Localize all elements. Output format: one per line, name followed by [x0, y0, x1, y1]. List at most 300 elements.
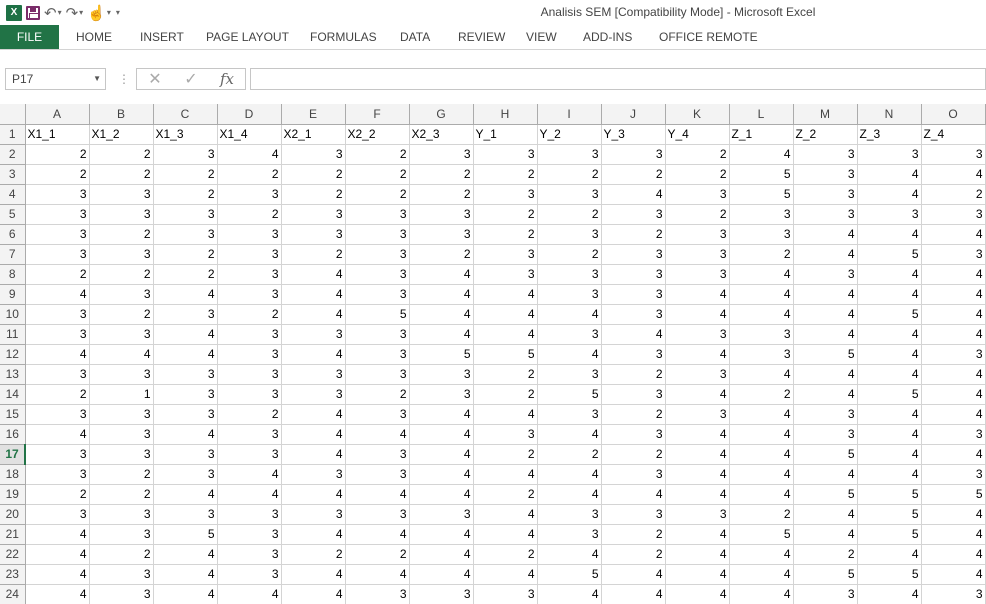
cell-g6[interactable]: 3 [409, 224, 473, 244]
cell-l11[interactable]: 3 [729, 324, 793, 344]
cell-c8[interactable]: 2 [153, 264, 217, 284]
cell-f17[interactable]: 3 [345, 444, 409, 464]
cell-n7[interactable]: 5 [857, 244, 921, 264]
cell-m24[interactable]: 3 [793, 584, 857, 604]
row-header-10[interactable]: 10 [0, 304, 25, 324]
cell-j22[interactable]: 2 [601, 544, 665, 564]
cell-h13[interactable]: 2 [473, 364, 537, 384]
cell-i9[interactable]: 3 [537, 284, 601, 304]
cell-l24[interactable]: 4 [729, 584, 793, 604]
cell-h21[interactable]: 4 [473, 524, 537, 544]
cell-f5[interactable]: 3 [345, 204, 409, 224]
cell-i20[interactable]: 3 [537, 504, 601, 524]
cell-f14[interactable]: 2 [345, 384, 409, 404]
cell-l3[interactable]: 5 [729, 164, 793, 184]
tab-view[interactable]: VIEW [526, 30, 557, 44]
cell-a5[interactable]: 3 [25, 204, 89, 224]
row-header-8[interactable]: 8 [0, 264, 25, 284]
cell-o17[interactable]: 4 [921, 444, 985, 464]
cell-f18[interactable]: 3 [345, 464, 409, 484]
cell-g5[interactable]: 3 [409, 204, 473, 224]
cell-j2[interactable]: 3 [601, 144, 665, 164]
cell-b22[interactable]: 2 [89, 544, 153, 564]
cell-h8[interactable]: 3 [473, 264, 537, 284]
cell-m9[interactable]: 4 [793, 284, 857, 304]
cell-j8[interactable]: 3 [601, 264, 665, 284]
cell-f9[interactable]: 3 [345, 284, 409, 304]
cell-h18[interactable]: 4 [473, 464, 537, 484]
row-header-6[interactable]: 6 [0, 224, 25, 244]
cell-b1[interactable]: X1_2 [89, 124, 153, 144]
cell-b17[interactable]: 3 [89, 444, 153, 464]
cell-n24[interactable]: 4 [857, 584, 921, 604]
row-header-22[interactable]: 22 [0, 544, 25, 564]
cell-o24[interactable]: 3 [921, 584, 985, 604]
cell-k12[interactable]: 4 [665, 344, 729, 364]
cell-k21[interactable]: 4 [665, 524, 729, 544]
cell-m19[interactable]: 5 [793, 484, 857, 504]
cell-c21[interactable]: 5 [153, 524, 217, 544]
cell-b8[interactable]: 2 [89, 264, 153, 284]
cell-l8[interactable]: 4 [729, 264, 793, 284]
cell-j11[interactable]: 4 [601, 324, 665, 344]
cell-c9[interactable]: 4 [153, 284, 217, 304]
cell-b5[interactable]: 3 [89, 204, 153, 224]
cell-d4[interactable]: 3 [217, 184, 281, 204]
cell-m14[interactable]: 4 [793, 384, 857, 404]
cell-l10[interactable]: 4 [729, 304, 793, 324]
cell-j13[interactable]: 2 [601, 364, 665, 384]
cell-d21[interactable]: 3 [217, 524, 281, 544]
cell-f7[interactable]: 3 [345, 244, 409, 264]
cell-d9[interactable]: 3 [217, 284, 281, 304]
cell-o10[interactable]: 4 [921, 304, 985, 324]
cell-g2[interactable]: 3 [409, 144, 473, 164]
column-header-j[interactable]: J [601, 104, 665, 124]
cell-b19[interactable]: 2 [89, 484, 153, 504]
cell-h11[interactable]: 4 [473, 324, 537, 344]
cell-c12[interactable]: 4 [153, 344, 217, 364]
cell-d13[interactable]: 3 [217, 364, 281, 384]
row-header-12[interactable]: 12 [0, 344, 25, 364]
cell-i10[interactable]: 4 [537, 304, 601, 324]
cell-n17[interactable]: 4 [857, 444, 921, 464]
cell-e9[interactable]: 4 [281, 284, 345, 304]
cell-e6[interactable]: 3 [281, 224, 345, 244]
cell-h5[interactable]: 2 [473, 204, 537, 224]
cell-g9[interactable]: 4 [409, 284, 473, 304]
cell-d12[interactable]: 3 [217, 344, 281, 364]
cell-l22[interactable]: 4 [729, 544, 793, 564]
row-header-11[interactable]: 11 [0, 324, 25, 344]
cell-k17[interactable]: 4 [665, 444, 729, 464]
row-header-4[interactable]: 4 [0, 184, 25, 204]
column-header-d[interactable]: D [217, 104, 281, 124]
cell-e5[interactable]: 3 [281, 204, 345, 224]
cell-o21[interactable]: 4 [921, 524, 985, 544]
row-header-19[interactable]: 19 [0, 484, 25, 504]
row-header-9[interactable]: 9 [0, 284, 25, 304]
cell-f8[interactable]: 3 [345, 264, 409, 284]
cell-c11[interactable]: 4 [153, 324, 217, 344]
cell-n12[interactable]: 4 [857, 344, 921, 364]
row-header-14[interactable]: 14 [0, 384, 25, 404]
cell-n6[interactable]: 4 [857, 224, 921, 244]
cell-n10[interactable]: 5 [857, 304, 921, 324]
row-header-20[interactable]: 20 [0, 504, 25, 524]
tab-review[interactable]: REVIEW [458, 30, 506, 44]
select-all-corner[interactable] [0, 104, 25, 124]
cell-l19[interactable]: 4 [729, 484, 793, 504]
cell-o18[interactable]: 3 [921, 464, 985, 484]
cell-k8[interactable]: 3 [665, 264, 729, 284]
cell-l17[interactable]: 4 [729, 444, 793, 464]
cell-o3[interactable]: 4 [921, 164, 985, 184]
cell-f21[interactable]: 4 [345, 524, 409, 544]
cell-c24[interactable]: 4 [153, 584, 217, 604]
cell-c13[interactable]: 3 [153, 364, 217, 384]
cell-d17[interactable]: 3 [217, 444, 281, 464]
cell-g8[interactable]: 4 [409, 264, 473, 284]
name-box[interactable] [5, 68, 106, 90]
cell-k2[interactable]: 2 [665, 144, 729, 164]
cell-h22[interactable]: 2 [473, 544, 537, 564]
cell-a7[interactable]: 3 [25, 244, 89, 264]
chevron-down-icon[interactable]: ▼ [93, 74, 101, 83]
enter-icon[interactable]: ✓ [184, 71, 198, 88]
column-header-n[interactable]: N [857, 104, 921, 124]
cell-m23[interactable]: 5 [793, 564, 857, 584]
cell-g18[interactable]: 4 [409, 464, 473, 484]
cell-l1[interactable]: Z_1 [729, 124, 793, 144]
cell-d3[interactable]: 2 [217, 164, 281, 184]
tab-page-layout[interactable]: PAGE LAYOUT [206, 30, 289, 44]
cell-c17[interactable]: 3 [153, 444, 217, 464]
tab-office-remote[interactable]: OFFICE REMOTE [659, 30, 758, 44]
cell-l20[interactable]: 2 [729, 504, 793, 524]
cell-k20[interactable]: 3 [665, 504, 729, 524]
cell-h19[interactable]: 2 [473, 484, 537, 504]
cell-g19[interactable]: 4 [409, 484, 473, 504]
cell-h9[interactable]: 4 [473, 284, 537, 304]
cell-m11[interactable]: 4 [793, 324, 857, 344]
cell-m4[interactable]: 3 [793, 184, 857, 204]
cell-e14[interactable]: 3 [281, 384, 345, 404]
cell-n4[interactable]: 4 [857, 184, 921, 204]
cell-a14[interactable]: 2 [25, 384, 89, 404]
cell-k13[interactable]: 3 [665, 364, 729, 384]
tab-data[interactable]: DATA [400, 30, 431, 44]
cell-c16[interactable]: 4 [153, 424, 217, 444]
column-header-i[interactable]: I [537, 104, 601, 124]
cell-f24[interactable]: 3 [345, 584, 409, 604]
cell-a21[interactable]: 4 [25, 524, 89, 544]
column-header-a[interactable]: A [25, 104, 89, 124]
cell-e16[interactable]: 4 [281, 424, 345, 444]
cell-m21[interactable]: 4 [793, 524, 857, 544]
cell-g12[interactable]: 5 [409, 344, 473, 364]
cell-n1[interactable]: Z_3 [857, 124, 921, 144]
cell-a6[interactable]: 3 [25, 224, 89, 244]
cell-g22[interactable]: 4 [409, 544, 473, 564]
cell-h17[interactable]: 2 [473, 444, 537, 464]
cell-k10[interactable]: 4 [665, 304, 729, 324]
cell-o22[interactable]: 4 [921, 544, 985, 564]
row-header-17[interactable]: 17 [0, 444, 25, 464]
cell-i23[interactable]: 5 [537, 564, 601, 584]
cell-e1[interactable]: X2_1 [281, 124, 345, 144]
cell-k11[interactable]: 3 [665, 324, 729, 344]
cell-e20[interactable]: 3 [281, 504, 345, 524]
cell-e8[interactable]: 4 [281, 264, 345, 284]
cell-h4[interactable]: 3 [473, 184, 537, 204]
cell-l18[interactable]: 4 [729, 464, 793, 484]
cell-j18[interactable]: 3 [601, 464, 665, 484]
cell-j20[interactable]: 3 [601, 504, 665, 524]
cell-d7[interactable]: 3 [217, 244, 281, 264]
cell-b11[interactable]: 3 [89, 324, 153, 344]
cell-d6[interactable]: 3 [217, 224, 281, 244]
cell-k4[interactable]: 3 [665, 184, 729, 204]
cell-g16[interactable]: 4 [409, 424, 473, 444]
cell-k9[interactable]: 4 [665, 284, 729, 304]
cell-d16[interactable]: 3 [217, 424, 281, 444]
cell-h2[interactable]: 3 [473, 144, 537, 164]
row-header-15[interactable]: 15 [0, 404, 25, 424]
cell-b23[interactable]: 3 [89, 564, 153, 584]
cell-i7[interactable]: 2 [537, 244, 601, 264]
cell-m20[interactable]: 4 [793, 504, 857, 524]
cell-a11[interactable]: 3 [25, 324, 89, 344]
cell-j6[interactable]: 2 [601, 224, 665, 244]
cell-a20[interactable]: 3 [25, 504, 89, 524]
cell-n11[interactable]: 4 [857, 324, 921, 344]
cell-e7[interactable]: 2 [281, 244, 345, 264]
row-header-23[interactable]: 23 [0, 564, 25, 584]
tab-insert[interactable]: INSERT [140, 30, 184, 44]
cell-g14[interactable]: 3 [409, 384, 473, 404]
formula-bar-grip-icon[interactable]: ⋮ [118, 72, 130, 86]
cell-o15[interactable]: 4 [921, 404, 985, 424]
cell-e13[interactable]: 3 [281, 364, 345, 384]
cell-j16[interactable]: 3 [601, 424, 665, 444]
cell-a12[interactable]: 4 [25, 344, 89, 364]
cell-h20[interactable]: 4 [473, 504, 537, 524]
cell-f23[interactable]: 4 [345, 564, 409, 584]
cell-o19[interactable]: 5 [921, 484, 985, 504]
column-header-c[interactable]: C [153, 104, 217, 124]
cell-a10[interactable]: 3 [25, 304, 89, 324]
cell-n20[interactable]: 5 [857, 504, 921, 524]
cell-e15[interactable]: 4 [281, 404, 345, 424]
cell-d18[interactable]: 4 [217, 464, 281, 484]
cell-o13[interactable]: 4 [921, 364, 985, 384]
cell-h24[interactable]: 3 [473, 584, 537, 604]
cell-e3[interactable]: 2 [281, 164, 345, 184]
cell-m10[interactable]: 4 [793, 304, 857, 324]
cell-j4[interactable]: 4 [601, 184, 665, 204]
cell-m2[interactable]: 3 [793, 144, 857, 164]
cell-j9[interactable]: 3 [601, 284, 665, 304]
cell-i3[interactable]: 2 [537, 164, 601, 184]
cell-j17[interactable]: 2 [601, 444, 665, 464]
column-header-m[interactable]: M [793, 104, 857, 124]
cell-f16[interactable]: 4 [345, 424, 409, 444]
formula-input[interactable] [250, 68, 986, 90]
cell-b3[interactable]: 2 [89, 164, 153, 184]
cell-i8[interactable]: 3 [537, 264, 601, 284]
cell-f2[interactable]: 2 [345, 144, 409, 164]
cell-k6[interactable]: 3 [665, 224, 729, 244]
cell-b21[interactable]: 3 [89, 524, 153, 544]
cell-d24[interactable]: 4 [217, 584, 281, 604]
cell-l23[interactable]: 4 [729, 564, 793, 584]
cell-n23[interactable]: 5 [857, 564, 921, 584]
cell-l6[interactable]: 3 [729, 224, 793, 244]
cell-k15[interactable]: 3 [665, 404, 729, 424]
cell-c2[interactable]: 3 [153, 144, 217, 164]
cell-i11[interactable]: 3 [537, 324, 601, 344]
cell-j10[interactable]: 3 [601, 304, 665, 324]
cell-a8[interactable]: 2 [25, 264, 89, 284]
cell-b16[interactable]: 3 [89, 424, 153, 444]
cell-c22[interactable]: 4 [153, 544, 217, 564]
cell-n13[interactable]: 4 [857, 364, 921, 384]
column-header-b[interactable]: B [89, 104, 153, 124]
cell-c19[interactable]: 4 [153, 484, 217, 504]
cell-d14[interactable]: 3 [217, 384, 281, 404]
cell-c5[interactable]: 3 [153, 204, 217, 224]
cell-j3[interactable]: 2 [601, 164, 665, 184]
cell-m13[interactable]: 4 [793, 364, 857, 384]
cell-k14[interactable]: 4 [665, 384, 729, 404]
cell-i12[interactable]: 4 [537, 344, 601, 364]
cell-f11[interactable]: 3 [345, 324, 409, 344]
cell-i1[interactable]: Y_2 [537, 124, 601, 144]
cell-m15[interactable]: 3 [793, 404, 857, 424]
cell-e18[interactable]: 3 [281, 464, 345, 484]
row-header-7[interactable]: 7 [0, 244, 25, 264]
cell-e2[interactable]: 3 [281, 144, 345, 164]
cell-g1[interactable]: X2_3 [409, 124, 473, 144]
cell-i15[interactable]: 3 [537, 404, 601, 424]
cell-e4[interactable]: 2 [281, 184, 345, 204]
cell-a24[interactable]: 4 [25, 584, 89, 604]
cell-n15[interactable]: 4 [857, 404, 921, 424]
touch-mode-icon[interactable]: ☝ ▾ [87, 4, 111, 22]
cell-f3[interactable]: 2 [345, 164, 409, 184]
cell-h23[interactable]: 4 [473, 564, 537, 584]
cell-l7[interactable]: 2 [729, 244, 793, 264]
cell-g20[interactable]: 3 [409, 504, 473, 524]
cell-e19[interactable]: 4 [281, 484, 345, 504]
cell-e21[interactable]: 4 [281, 524, 345, 544]
cell-k23[interactable]: 4 [665, 564, 729, 584]
cell-d8[interactable]: 3 [217, 264, 281, 284]
cell-g4[interactable]: 2 [409, 184, 473, 204]
row-header-18[interactable]: 18 [0, 464, 25, 484]
cell-c7[interactable]: 2 [153, 244, 217, 264]
cell-c14[interactable]: 3 [153, 384, 217, 404]
tab-formulas[interactable]: FORMULAS [310, 30, 377, 44]
cell-j5[interactable]: 3 [601, 204, 665, 224]
cell-l5[interactable]: 3 [729, 204, 793, 224]
row-header-5[interactable]: 5 [0, 204, 25, 224]
cell-i19[interactable]: 4 [537, 484, 601, 504]
cell-c10[interactable]: 3 [153, 304, 217, 324]
cell-m7[interactable]: 4 [793, 244, 857, 264]
cell-h7[interactable]: 3 [473, 244, 537, 264]
cell-j23[interactable]: 4 [601, 564, 665, 584]
cell-b2[interactable]: 2 [89, 144, 153, 164]
cell-n22[interactable]: 4 [857, 544, 921, 564]
cell-l4[interactable]: 5 [729, 184, 793, 204]
cell-a4[interactable]: 3 [25, 184, 89, 204]
tab-home[interactable]: HOME [76, 30, 112, 44]
cell-e11[interactable]: 3 [281, 324, 345, 344]
cell-n9[interactable]: 4 [857, 284, 921, 304]
cell-e24[interactable]: 4 [281, 584, 345, 604]
cell-m12[interactable]: 5 [793, 344, 857, 364]
row-header-21[interactable]: 21 [0, 524, 25, 544]
cell-o1[interactable]: Z_4 [921, 124, 985, 144]
column-header-l[interactable]: L [729, 104, 793, 124]
cell-o20[interactable]: 4 [921, 504, 985, 524]
cell-a13[interactable]: 3 [25, 364, 89, 384]
cell-f22[interactable]: 2 [345, 544, 409, 564]
cell-a2[interactable]: 2 [25, 144, 89, 164]
excel-logo-icon[interactable]: X [6, 3, 22, 23]
cell-c4[interactable]: 2 [153, 184, 217, 204]
cell-c18[interactable]: 3 [153, 464, 217, 484]
cell-k22[interactable]: 4 [665, 544, 729, 564]
cell-l21[interactable]: 5 [729, 524, 793, 544]
cell-m8[interactable]: 3 [793, 264, 857, 284]
cell-i16[interactable]: 4 [537, 424, 601, 444]
cell-o14[interactable]: 4 [921, 384, 985, 404]
cell-j14[interactable]: 3 [601, 384, 665, 404]
cell-m3[interactable]: 3 [793, 164, 857, 184]
cell-g13[interactable]: 3 [409, 364, 473, 384]
cell-i13[interactable]: 3 [537, 364, 601, 384]
cell-i14[interactable]: 5 [537, 384, 601, 404]
cell-b14[interactable]: 1 [89, 384, 153, 404]
redo-icon[interactable]: ↷ ▾ [65, 4, 84, 22]
cell-j21[interactable]: 2 [601, 524, 665, 544]
cell-a15[interactable]: 3 [25, 404, 89, 424]
cell-c23[interactable]: 4 [153, 564, 217, 584]
cell-f15[interactable]: 3 [345, 404, 409, 424]
row-header-1[interactable]: 1 [0, 124, 25, 144]
cell-g15[interactable]: 4 [409, 404, 473, 424]
cell-o2[interactable]: 3 [921, 144, 985, 164]
cell-b12[interactable]: 4 [89, 344, 153, 364]
cell-a16[interactable]: 4 [25, 424, 89, 444]
cell-g7[interactable]: 2 [409, 244, 473, 264]
cell-f6[interactable]: 3 [345, 224, 409, 244]
cell-e23[interactable]: 4 [281, 564, 345, 584]
tab-add-ins[interactable]: ADD-INS [583, 30, 633, 44]
cell-e17[interactable]: 4 [281, 444, 345, 464]
cell-o9[interactable]: 4 [921, 284, 985, 304]
cell-g10[interactable]: 4 [409, 304, 473, 324]
cell-i5[interactable]: 2 [537, 204, 601, 224]
cell-g3[interactable]: 2 [409, 164, 473, 184]
cell-b20[interactable]: 3 [89, 504, 153, 524]
cell-f13[interactable]: 3 [345, 364, 409, 384]
cell-b4[interactable]: 3 [89, 184, 153, 204]
row-header-13[interactable]: 13 [0, 364, 25, 384]
